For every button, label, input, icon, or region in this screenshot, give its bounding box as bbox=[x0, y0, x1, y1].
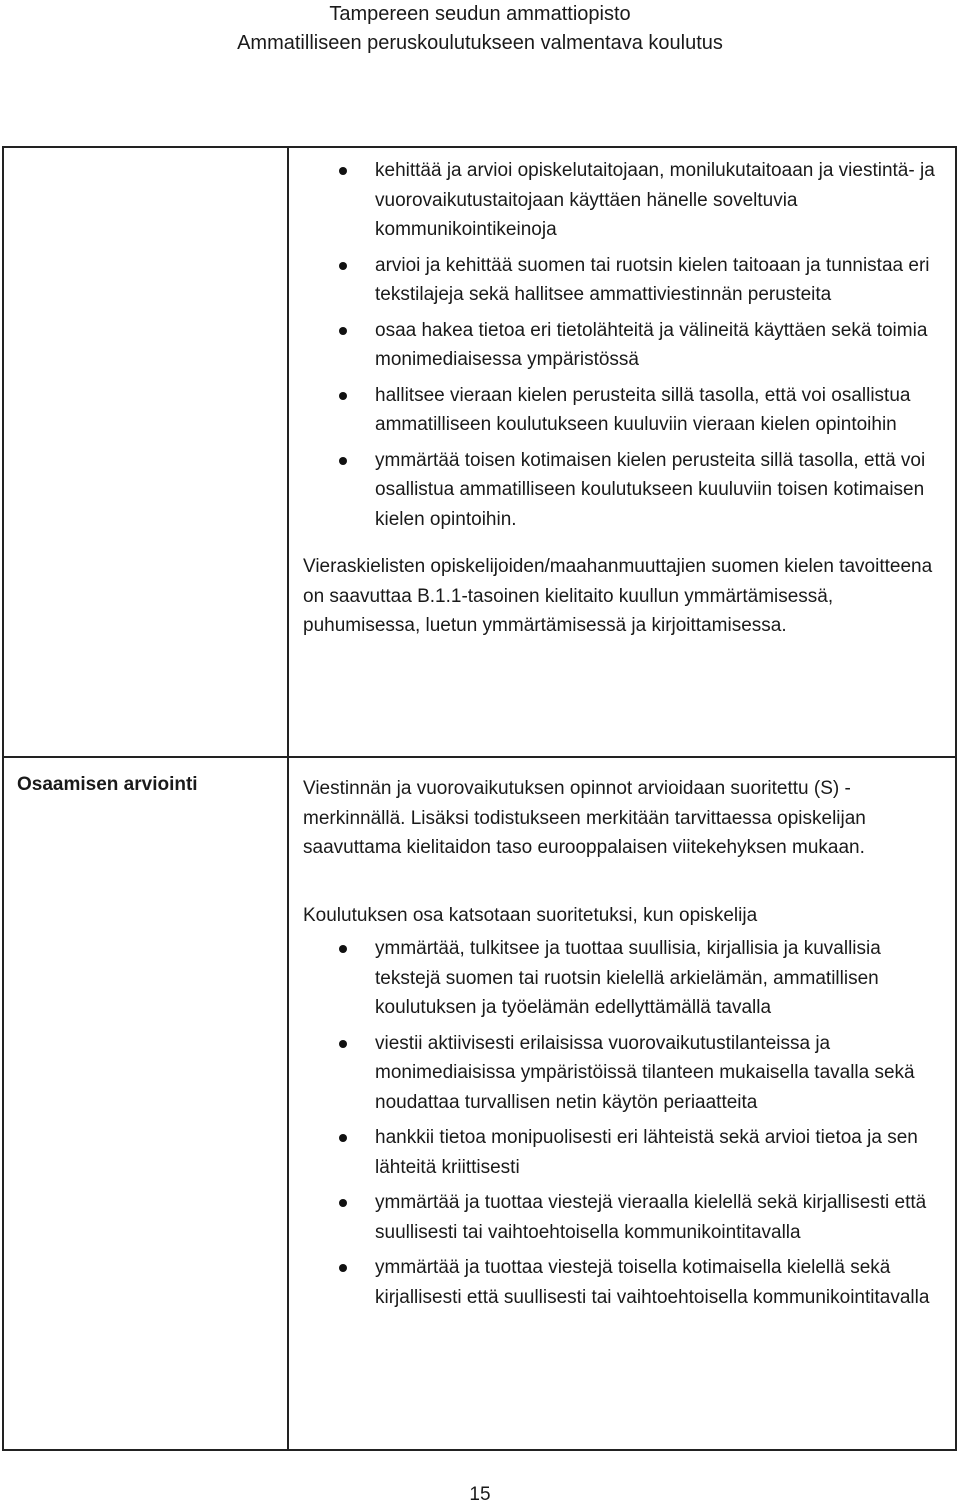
language-goal-paragraph: Vieraskielisten opiskelijoiden/maahanmuuttajien suomen kielen tavoitteena on saavuttaa B.1.1-tasoinen kielitaito kuullun ymmärtämisessä, puhumisessa, luetun ymmärtämisessä ja kirjoittamisessa. bbox=[303, 556, 933, 636]
table-row bbox=[3, 757, 956, 1450]
table-cell-left bbox=[3, 147, 288, 757]
list-item: osaa hakea tietoa eri tietolähteitä ja välineitä käyttäen sekä toimia monimediaisessa ympäristössä bbox=[303, 316, 945, 375]
assessment-paragraph: Viestinnän ja vuorovaikutuksen opinnot arvioidaan suoritettu (S) -merkinnällä. Lisäksi todistukseen merkitään tarvittaessa opiskelijan saavuttama kielitaidon taso eurooppalaisen viitekehyksen mukaan. bbox=[303, 778, 866, 858]
table-cell-right bbox=[288, 147, 956, 757]
list-item: viestii aktiivisesti erilaisissa vuorovaikutustilanteissa ja monimediaisissa ympäristöissä tilanteen mukaisella tavalla sekä noudattaa turvallisen netin käytön periaatteita bbox=[303, 1029, 945, 1118]
assessment-label: Osaamisen arviointi bbox=[17, 774, 198, 795]
header-program: Ammatilliseen peruskoulutukseen valmentava koulutus bbox=[237, 32, 723, 54]
table-cell-right bbox=[288, 757, 956, 1450]
objectives-list bbox=[303, 156, 945, 534]
list-item: ymmärtää, tulkitsee ja tuottaa suullisia, kirjallisia ja kuvallisia tekstejä suomen tai ruotsin kielellä arkielämän, ammatillisen koulutuksen ja työelämän edellyttämällä tavalla bbox=[303, 934, 945, 1023]
list-item: ymmärtää toisen kotimaisen kielen perusteita sillä tasolla, että voi osallistua ammatilliseen koulutukseen kuuluviin toisen kotimaisen kielen opintoihin. bbox=[303, 446, 945, 535]
completion-list bbox=[303, 934, 945, 1312]
list-item: ymmärtää ja tuottaa viestejä toisella kotimaisella kielellä sekä kirjallisesti että suullisesti tai vaihtoehtoisella kommunikointitavalla bbox=[303, 1253, 945, 1312]
list-item: kehittää ja arvioi opiskelutaitojaan, monilukutaitoaan ja viestintä- ja vuorovaikutustaitojaan käyttäen hänelle soveltuvia kommunikointikeinoja bbox=[303, 156, 945, 245]
list-item: hallitsee vieraan kielen perusteita sillä tasolla, että voi osallistua ammatilliseen koulutukseen kuuluviin vieraan kielen opintoihin bbox=[303, 381, 945, 440]
list-item: hankkii tietoa monipuolisesti eri lähteistä sekä arvioi tietoa ja sen lähteitä kriittisesti bbox=[303, 1123, 945, 1182]
list-item: ymmärtää ja tuottaa viestejä vieraalla kielellä sekä kirjallisesti että suullisesti tai vaihtoehtoisella kommunikointitavalla bbox=[303, 1188, 945, 1247]
header-institution: Tampereen seudun ammattiopisto bbox=[329, 3, 631, 25]
table-cell-left bbox=[3, 757, 288, 1450]
table-row bbox=[3, 147, 956, 757]
page-number: 15 bbox=[469, 1484, 491, 1505]
completion-intro: Koulutuksen osa katsotaan suoritetuksi, kun opiskelija bbox=[303, 904, 758, 926]
page-header bbox=[0, 0, 960, 58]
list-item: arvioi ja kehittää suomen tai ruotsin kielen taitoaan ja tunnistaa eri tekstilajeja sekä hallitsee ammattiviestinnän perusteita bbox=[303, 251, 945, 310]
content-table bbox=[2, 146, 957, 1451]
